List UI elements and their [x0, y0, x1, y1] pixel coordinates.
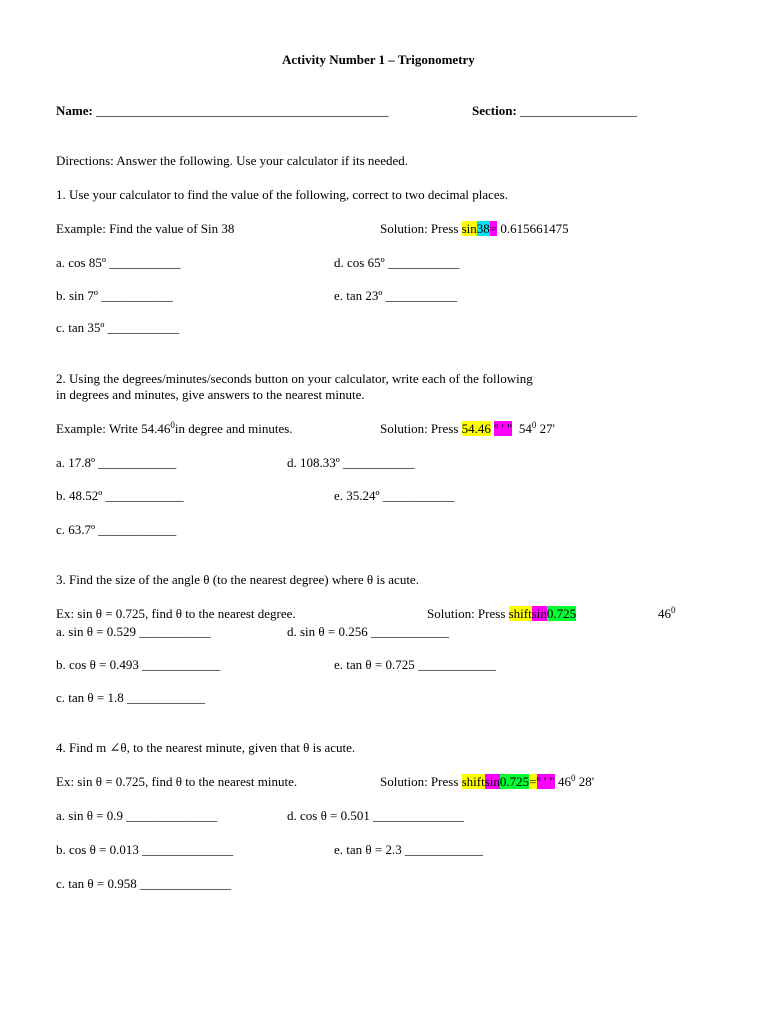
q3-item-a[interactable]: a. sin θ = 0.529 ___________: [56, 624, 211, 639]
name-line: [56, 103, 389, 119]
q1-item-c[interactable]: c. tan 35º ___________: [56, 320, 180, 335]
key-0-725: 0.725: [499, 774, 530, 789]
name-label: Name:: [56, 103, 93, 118]
solution-prefix: Solution: Press: [427, 606, 506, 621]
degree-sup: 0: [570, 773, 576, 783]
q4-item-c[interactable]: c. tan θ = 0.958 ______________: [56, 876, 231, 891]
q2-solution: [380, 421, 555, 437]
result-deg: 54: [518, 421, 532, 436]
degree-sup: 0: [671, 605, 676, 615]
solution-prefix: Solution: Press: [380, 774, 459, 789]
name-blank[interactable]: _____________________________________________: [96, 103, 389, 118]
q2-prompt-line1: 2. Using the degrees/minutes/seconds button on your calculator, write each of the following: [56, 371, 533, 386]
key-38: 38: [476, 221, 490, 236]
q3-result: [658, 606, 676, 622]
q1-prompt: 1. Use your calculator to find the value of the following, correct to two decimal places.: [56, 187, 508, 202]
key-dms: º ' ": [536, 774, 555, 789]
q4-item-b[interactable]: b. cos θ = 0.013 ______________: [56, 842, 234, 857]
q3-solution: [427, 606, 576, 622]
q1-item-b[interactable]: b. sin 7º ___________: [56, 288, 173, 303]
solution-prefix: Solution: Press: [380, 421, 459, 436]
q3-example: Ex: sin θ = 0.725, find θ to the nearest degree.: [56, 606, 296, 621]
q1-solution: [380, 221, 569, 237]
section-blank[interactable]: __________________: [520, 103, 638, 118]
key-shift: shift: [461, 774, 485, 789]
q3-item-e[interactable]: e. tan θ = 0.725 ____________: [334, 657, 496, 672]
q2-item-c[interactable]: c. 63.7º ____________: [56, 522, 177, 537]
q1-example: Example: Find the value of Sin 38: [56, 221, 235, 236]
q2-item-a[interactable]: a. 17.8º ____________: [56, 455, 177, 470]
q2-example: [56, 421, 293, 437]
key-shift: shift: [508, 606, 532, 621]
result-min: 27': [539, 421, 555, 436]
key-sin: sin: [531, 606, 547, 621]
solution-result: 0.615661475: [500, 221, 569, 236]
q1-item-d[interactable]: d. cos 65º ___________: [334, 255, 460, 270]
result-min: 28': [578, 774, 595, 789]
q2-example-tail: in degree and minutes.: [174, 421, 293, 436]
degree-sup: 0: [170, 420, 175, 430]
result-deg: 46: [658, 606, 671, 621]
q3-prompt: 3. Find the size of the angle θ (to the nearest degree) where θ is acute.: [56, 572, 419, 587]
q3-item-b[interactable]: b. cos θ = 0.493 ____________: [56, 657, 221, 672]
q2-item-d[interactable]: d. 108.33º ___________: [287, 455, 415, 470]
q2-example-text: Example: Write 54.46: [56, 421, 171, 436]
key-dms: º ' ": [494, 421, 513, 436]
q3-item-d[interactable]: d. sin θ = 0.256 ____________: [287, 624, 449, 639]
q4-prompt: 4. Find m ∠θ, to the nearest minute, given that θ is acute.: [56, 740, 356, 755]
q1-item-a[interactable]: a. cos 85º ___________: [56, 255, 181, 270]
degree-sup: 0: [531, 420, 537, 430]
key-54-46: 54.46: [461, 421, 491, 436]
q4-solution: [380, 774, 594, 790]
q4-item-a[interactable]: a. sin θ = 0.9 ______________: [56, 808, 218, 823]
section-label: Section:: [472, 103, 517, 118]
q4-item-d[interactable]: d. cos θ = 0.501 ______________: [287, 808, 465, 823]
key-equals: =: [529, 774, 537, 789]
q2-item-b[interactable]: b. 48.52º ____________: [56, 488, 184, 503]
q4-item-e[interactable]: e. tan θ = 2.3 ____________: [334, 842, 483, 857]
solution-prefix: Solution: Press: [380, 221, 459, 236]
section-line: [472, 103, 637, 119]
q3-item-c[interactable]: c. tan θ = 1.8 ____________: [56, 690, 205, 705]
q4-example: Ex: sin θ = 0.725, find θ to the nearest minute.: [56, 774, 298, 789]
key-0-725: 0.725: [546, 606, 577, 621]
q2-prompt-line2: in degrees and minutes, give answers to the nearest minute.: [56, 387, 365, 402]
key-equals: =: [489, 221, 498, 236]
result-deg: 46: [557, 774, 571, 789]
key-sin: sin: [461, 221, 477, 236]
q2-item-e[interactable]: e. 35.24º ___________: [334, 488, 455, 503]
page-title: Activity Number 1 – Trigonometry: [282, 52, 475, 67]
key-sin: sin: [484, 774, 500, 789]
directions: Directions: Answer the following. Use your calculator if its needed.: [56, 153, 408, 168]
q1-item-e[interactable]: e. tan 23º ___________: [334, 288, 458, 303]
